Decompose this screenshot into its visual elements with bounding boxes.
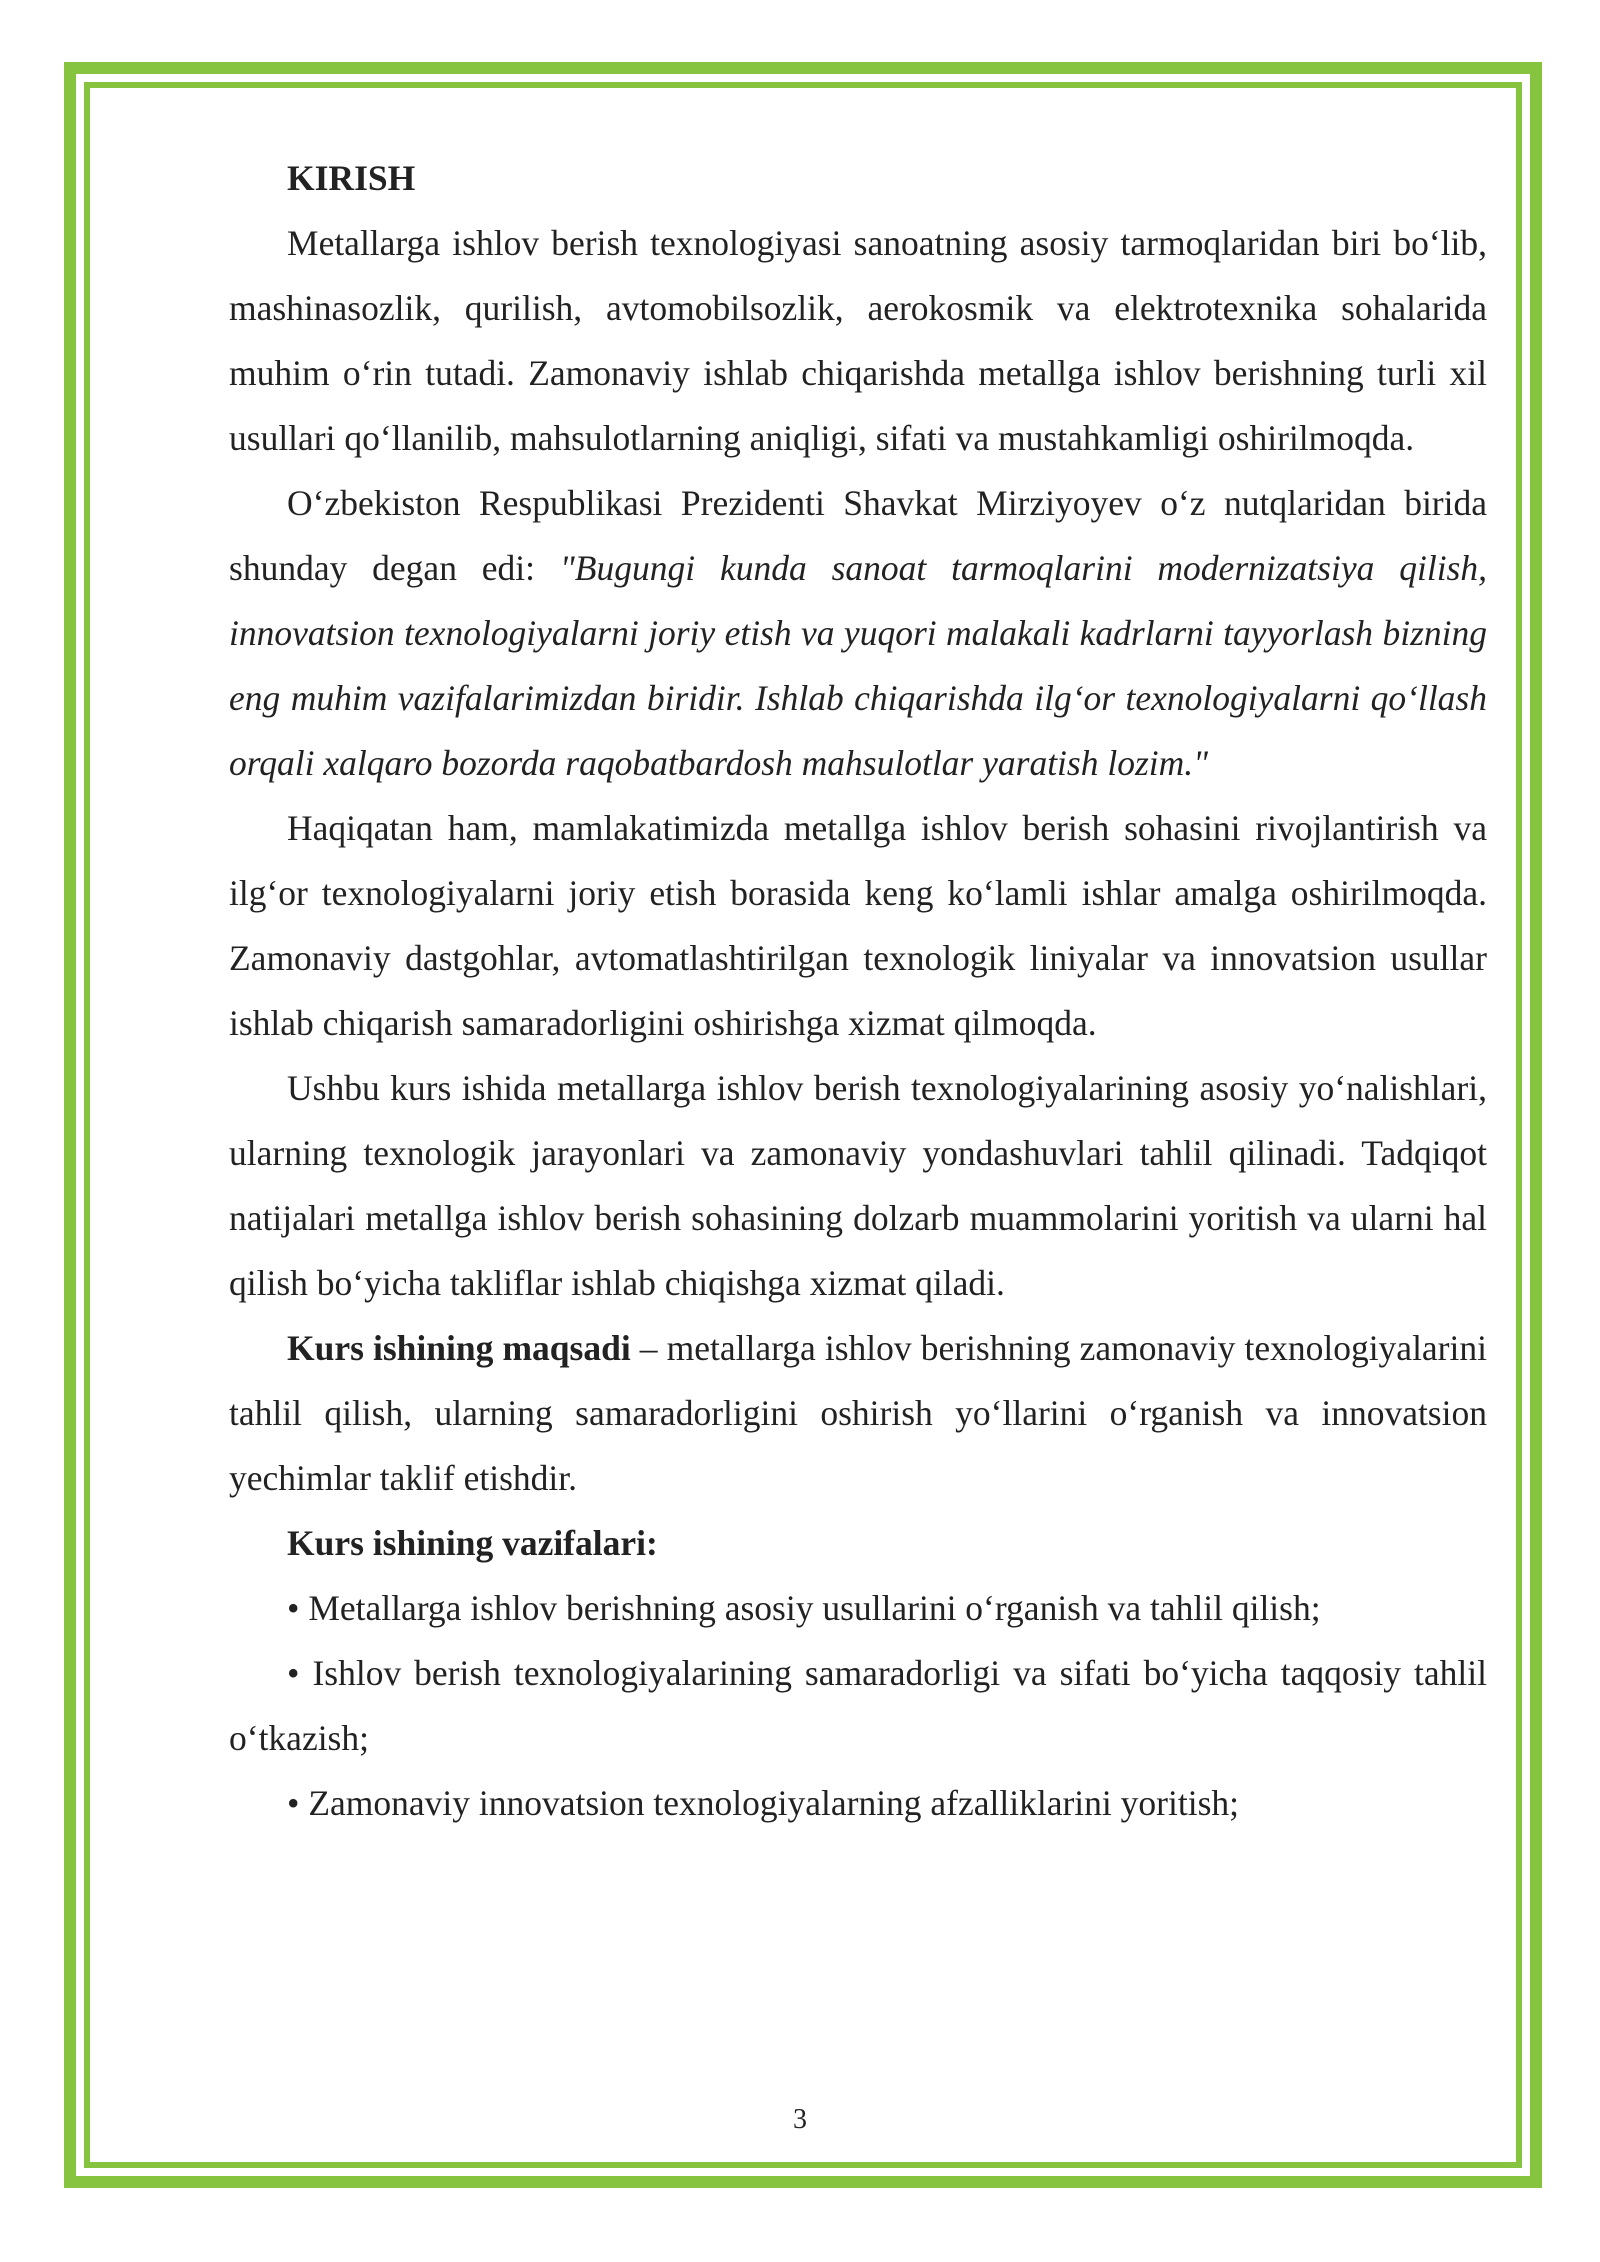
page-number: 3 [793,2104,807,2135]
task-item [229,1641,1487,1771]
section-heading: KIRISH [287,158,416,198]
goal-paragraph [229,1316,1487,1511]
bullet-icon: • [287,1783,300,1823]
document-body [229,146,1487,1836]
task-item [229,1576,1487,1641]
task-text: Ishlov berish texnologiyalarining samaradorligi va sifati boʻyicha taqqosiy tahlil oʻtkazish; [229,1653,1488,1758]
paragraph-2-intro: Oʻzbekiston Respublikasi Prezidenti Shavkat Mirziyoyev oʻz nutqlaridan birida shunday degan edi: [229,483,1487,588]
paragraph-4: Ushbu kurs ishida metallarga ishlov berish texnologiyalarining asosiy yoʻnalishlari, ularning texnologik jarayonlari va zamonaviy yondashuvlari tahlil qilinadi. Tadqiqot natijalari metallga ishlov berish sohasining dolzarb muammolarini yoritish va ularni hal qilish boʻyicha takliflar ishlab chiqishga xizmat qiladi. [229,1068,1487,1303]
paragraph-3: Haqiqatan ham, mamlakatimizda metallga ishlov berish sohasini rivojlantirish va ilgʻor texnologiyalarni joriy etish borasida keng koʻlamli ishlar amalga oshirilmoqda. Zamonaviy dastgohlar, avtomatlashtirilgan texnologik liniyalar va innovatsion usullar ishlab chiqarish samaradorligini oshirishga xizmat qilmoqda. [229,808,1487,1043]
task-text: Metallarga ishlov berishning asosiy usullarini oʻrganish va tahlil qilish; [308,1588,1321,1628]
task-item [229,1771,1487,1836]
paragraph-2 [229,471,1487,796]
bullet-icon: • [287,1588,300,1628]
president-quote: "Bugungi kunda sanoat tarmoqlarini modernizatsiya qilish, innovatsion texnologiyalarni joriy etish va yuqori malakali kadrlarni tayyorlash bizning eng muhim vazifalarimizdan biridir. Ishlab chiqarishda ilgʻor texnologiyalarni qoʻllash orqali xalqaro bozorda raqobatbardosh mahsulotlar yaratish lozim." [229,548,1487,783]
tasks-heading: Kurs ishining vazifalari: [287,1523,658,1563]
task-text: Zamonaviy innovatsion texnologiyalarning afzalliklarini yoritish; [308,1783,1239,1823]
goal-label: Kurs ishining maqsadi [287,1328,631,1368]
paragraph-1: Metallarga ishlov berish texnologiyasi sanoatning asosiy tarmoqlaridan biri boʻlib, mashinasozlik, qurilish, avtomobilsozlik, aerokosmik va elektrotexnika sohalarida muhim oʻrin tutadi. Zamonaviy ishlab chiqarishda metallga ishlov berishning turli xil usullari qoʻllanilib, mahsulotlarning aniqligi, sifati va mustahkamligi oshirilmoqda. [229,223,1487,458]
goal-text: – metallarga ishlov berishning zamonaviy texnologiyalarini tahlil qilish, ularning samaradorligini oshirish yoʻllarini oʻrganish va innovatsion yechimlar taklif etishdir. [229,1328,1487,1498]
bullet-icon: • [287,1653,300,1693]
